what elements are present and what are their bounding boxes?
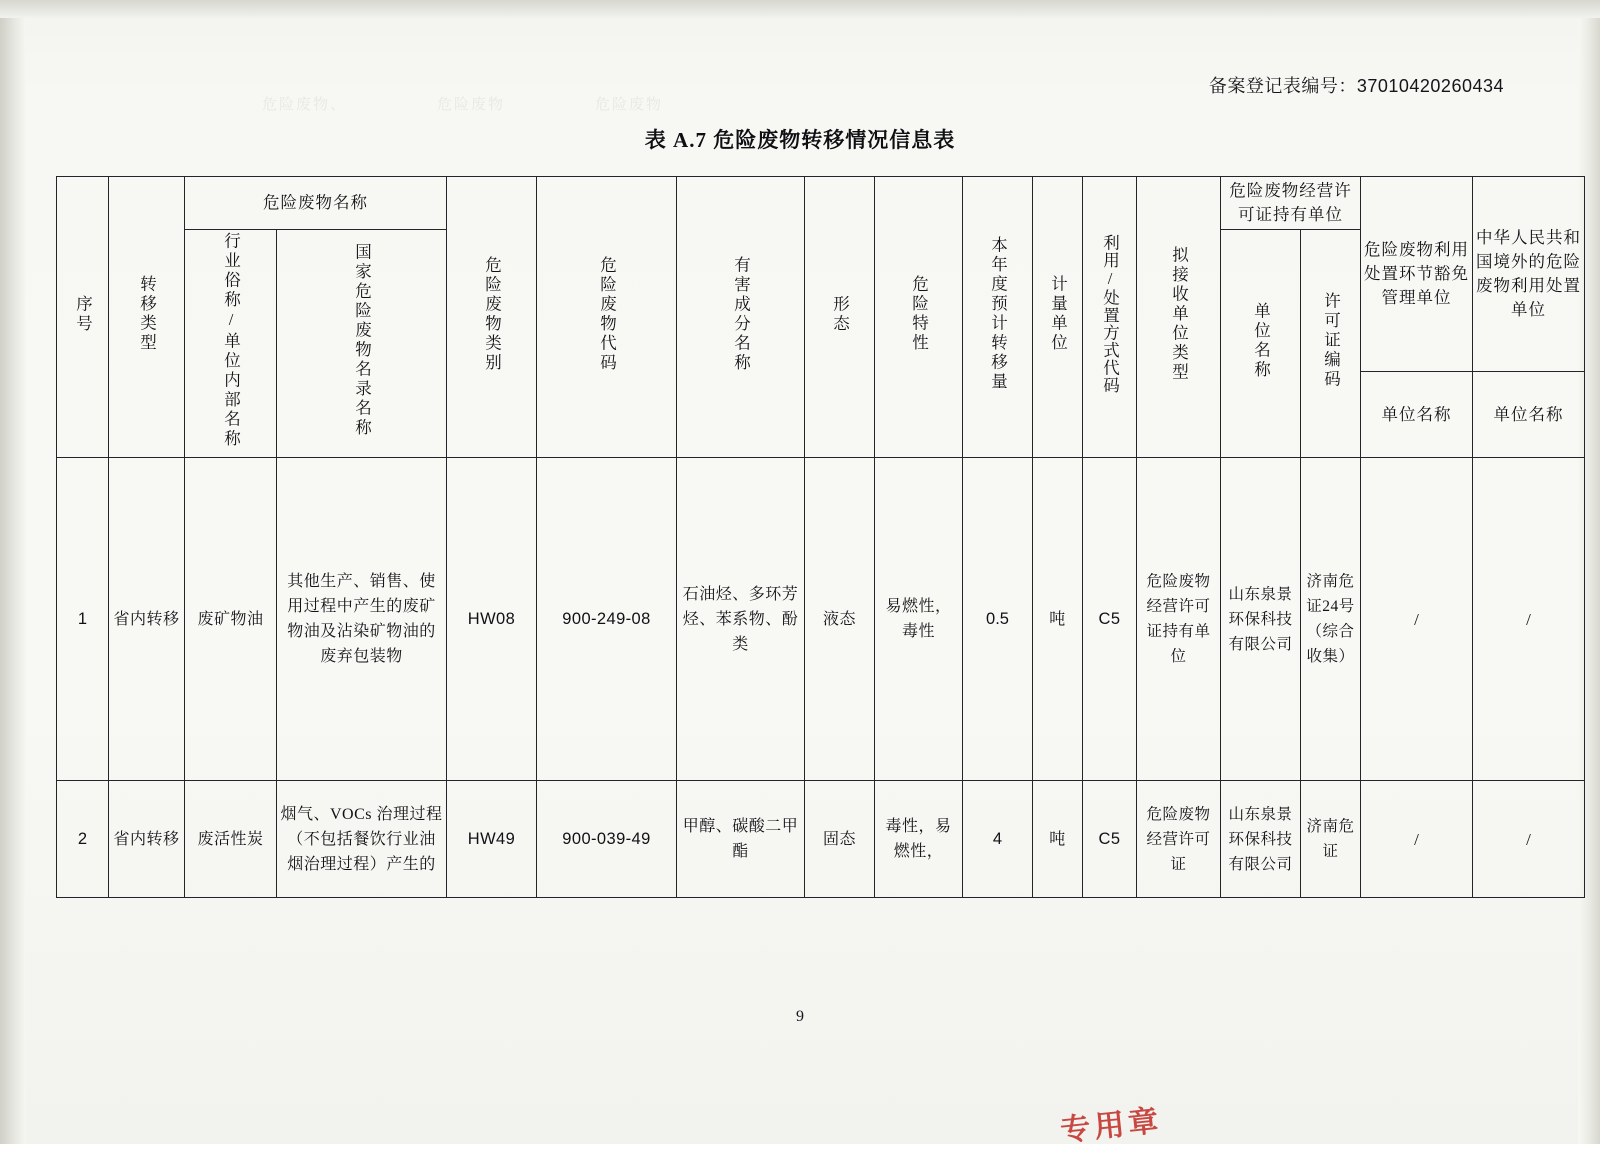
cell-waste-code [537,458,677,781]
cell-harmful-components [677,781,805,898]
page-edge-top [0,0,1600,18]
header-industry-name-label: 行业俗称/单位内部名称 [221,232,241,449]
cell-industry-name [185,458,277,781]
header-domestic-util-unit [1361,177,1473,372]
cell-waste-category [447,781,537,898]
cell-overseas-unit-name [1473,781,1585,898]
cell-waste-code-value: 900-249-08 [562,610,651,628]
header-planned-amount-label: 本年度预计转移量 [988,236,1008,392]
ghost-fragment-1: 危险废物、 [262,97,348,113]
cell-receiver-type-value: 危险废物经营许可证 [1146,805,1211,873]
cell-form [805,781,875,898]
header-domestic-util-unit-name-label: 单位名称 [1381,404,1452,424]
cell-disposal-code [1083,781,1137,898]
cell-catalog-name-value: 其他生产、销售、使用过程中产生的废矿物油及沾染矿物油的废弃包装物 [287,573,436,665]
cell-catalog-name [277,781,447,898]
table-row [57,458,1585,781]
cell-license-number [1301,781,1361,898]
header-seq-label: 序号 [73,294,93,334]
cell-disposal-code-value: C5 [1098,610,1121,628]
cell-domestic-util-unit-name [1361,781,1473,898]
header-hazard-property [875,177,963,458]
red-seal-stamp: 专用章 [1058,1104,1164,1148]
cell-unit [1033,458,1083,781]
cell-license-holder-name [1221,458,1301,781]
header-catalog-name-label: 国家危险废物名录名称 [352,243,372,438]
header-waste-category-label: 危险废物类别 [482,255,502,373]
header-license-holder-name-label: 单位名称 [1251,301,1271,380]
header-license-holder-group-label: 危险废物经营许可证持有单位 [1229,181,1352,224]
cell-disposal-code-value: C5 [1098,830,1121,848]
hazardous-waste-transfer-table [56,176,1581,898]
header-receiver-type [1137,177,1221,458]
cell-seq-value: 2 [77,830,88,848]
ghost-fragment-3: 危险废物 [595,97,664,113]
cell-seq [57,458,109,781]
header-waste-category [447,177,537,458]
cell-planned-amount-value: 0.5 [986,610,1009,628]
header-waste-code [537,177,677,458]
cell-form [805,458,875,781]
header-row-top [57,177,1585,230]
cell-receiver-type [1137,458,1221,781]
header-harmful-components [677,177,805,458]
header-domestic-util-unit-label: 危险废物利用处置环节豁免管理单位 [1364,240,1469,308]
cell-hazard-property [875,781,963,898]
cell-transfer-type-value: 省内转移 [113,830,180,848]
header-unit-label: 计量单位 [1048,275,1068,353]
cell-disposal-code [1083,458,1137,781]
cell-overseas-unit-name-value: / [1526,609,1531,629]
cell-license-number [1301,458,1361,781]
cell-transfer-type-value: 省内转移 [113,610,180,628]
cell-overseas-unit-name-value: / [1526,829,1531,849]
header-overseas-unit [1473,177,1585,372]
cell-hazard-property-value: 毒性，易燃性， [885,818,952,860]
cell-receiver-type-value: 危险废物经营许可证持有单位 [1146,573,1211,665]
header-overseas-unit-label: 中华人民共和国境外的危险废物利用处置单位 [1476,228,1581,320]
cell-planned-amount-value: 4 [992,830,1003,848]
cell-catalog-name [277,458,447,781]
header-disposal-code-label: 利用/处置方式代码 [1100,234,1120,394]
header-disposal-code [1083,177,1137,458]
cell-unit-value: 吨 [1049,610,1066,628]
cell-harmful-components [677,458,805,781]
header-waste-name-group-label: 危险废物名称 [263,193,368,212]
header-overseas-unit-name-label: 单位名称 [1493,404,1564,424]
header-hazard-property-label: 危险特性 [909,275,929,353]
cell-form-value: 固态 [822,830,856,848]
cell-license-number-value: 济南危证24号（综合收集） [1306,573,1355,665]
cell-waste-category-value: HW08 [467,610,516,628]
cell-form-value: 液态 [822,610,856,628]
header-receiver-type-label: 拟接收单位类型 [1169,245,1189,383]
header-license-number-label: 许可证编码 [1321,291,1341,390]
cell-license-holder-name-value: 山东泉景环保科技有限公司 [1228,805,1293,873]
cell-domestic-util-unit-name [1361,458,1473,781]
cell-license-number-value: 济南危证 [1306,818,1355,860]
cell-planned-amount [963,458,1033,781]
header-seq [57,177,109,458]
table-row [57,781,1585,898]
header-license-holder-name [1221,230,1301,458]
header-license-holder-group [1221,177,1361,230]
cell-hazard-property-value: 易燃性，毒性 [885,598,952,640]
header-transfer-type-label: 转移类型 [137,275,157,353]
header-overseas-unit-name [1473,372,1585,458]
cell-seq-value: 1 [77,610,88,628]
cell-license-holder-name [1221,781,1301,898]
header-license-number [1301,230,1361,458]
header-form-label: 形态 [830,294,850,334]
cell-domestic-util-unit-name-value: / [1414,829,1419,849]
cell-industry-name [185,781,277,898]
header-domestic-util-unit-name [1361,372,1473,458]
cell-transfer-type [109,458,185,781]
cell-waste-code-value: 900-039-49 [562,830,651,848]
page-number: 9 [796,1008,804,1025]
page-title: 表 A.7 危险废物转移情况信息表 [644,128,956,152]
ghost-fragment-2: 危险废物 [437,97,506,113]
page-edge-left [0,0,26,1144]
header-transfer-type [109,177,185,458]
cell-waste-category [447,458,537,781]
cell-transfer-type [109,781,185,898]
header-industry-name [185,230,277,458]
cell-harmful-components-value: 石油烃、多环芳烃、苯系物、酚类 [682,585,799,653]
cell-waste-code [537,781,677,898]
header-harmful-components-label: 有害成分名称 [731,255,751,373]
cell-domestic-util-unit-name-value: / [1414,609,1419,629]
header-form [805,177,875,458]
cell-planned-amount [963,781,1033,898]
header-unit [1033,177,1083,458]
header-waste-name-group [185,177,447,230]
cell-receiver-type [1137,781,1221,898]
cell-industry-name-value: 废矿物油 [197,610,264,628]
cell-unit-value: 吨 [1049,830,1066,848]
registration-number: 备案登记表编号：37010420260434 [1208,76,1504,96]
cell-hazard-property [875,458,963,781]
cell-unit [1033,781,1083,898]
header-waste-code-label: 危险废物代码 [597,255,617,373]
header-planned-amount [963,177,1033,458]
table [56,176,1585,898]
cell-seq [57,781,109,898]
cell-overseas-unit-name [1473,458,1585,781]
cell-industry-name-value: 废活性炭 [197,830,264,848]
cell-catalog-name-value: 烟气、VOCs 治理过程（不包括餐饮行业油烟治理过程）产生的 [280,805,443,873]
cell-waste-category-value: HW49 [467,830,516,848]
cell-harmful-components-value: 甲醇、碳酸二甲酯 [682,818,799,860]
header-catalog-name [277,230,447,458]
cell-license-holder-name-value: 山东泉景环保科技有限公司 [1228,585,1293,653]
